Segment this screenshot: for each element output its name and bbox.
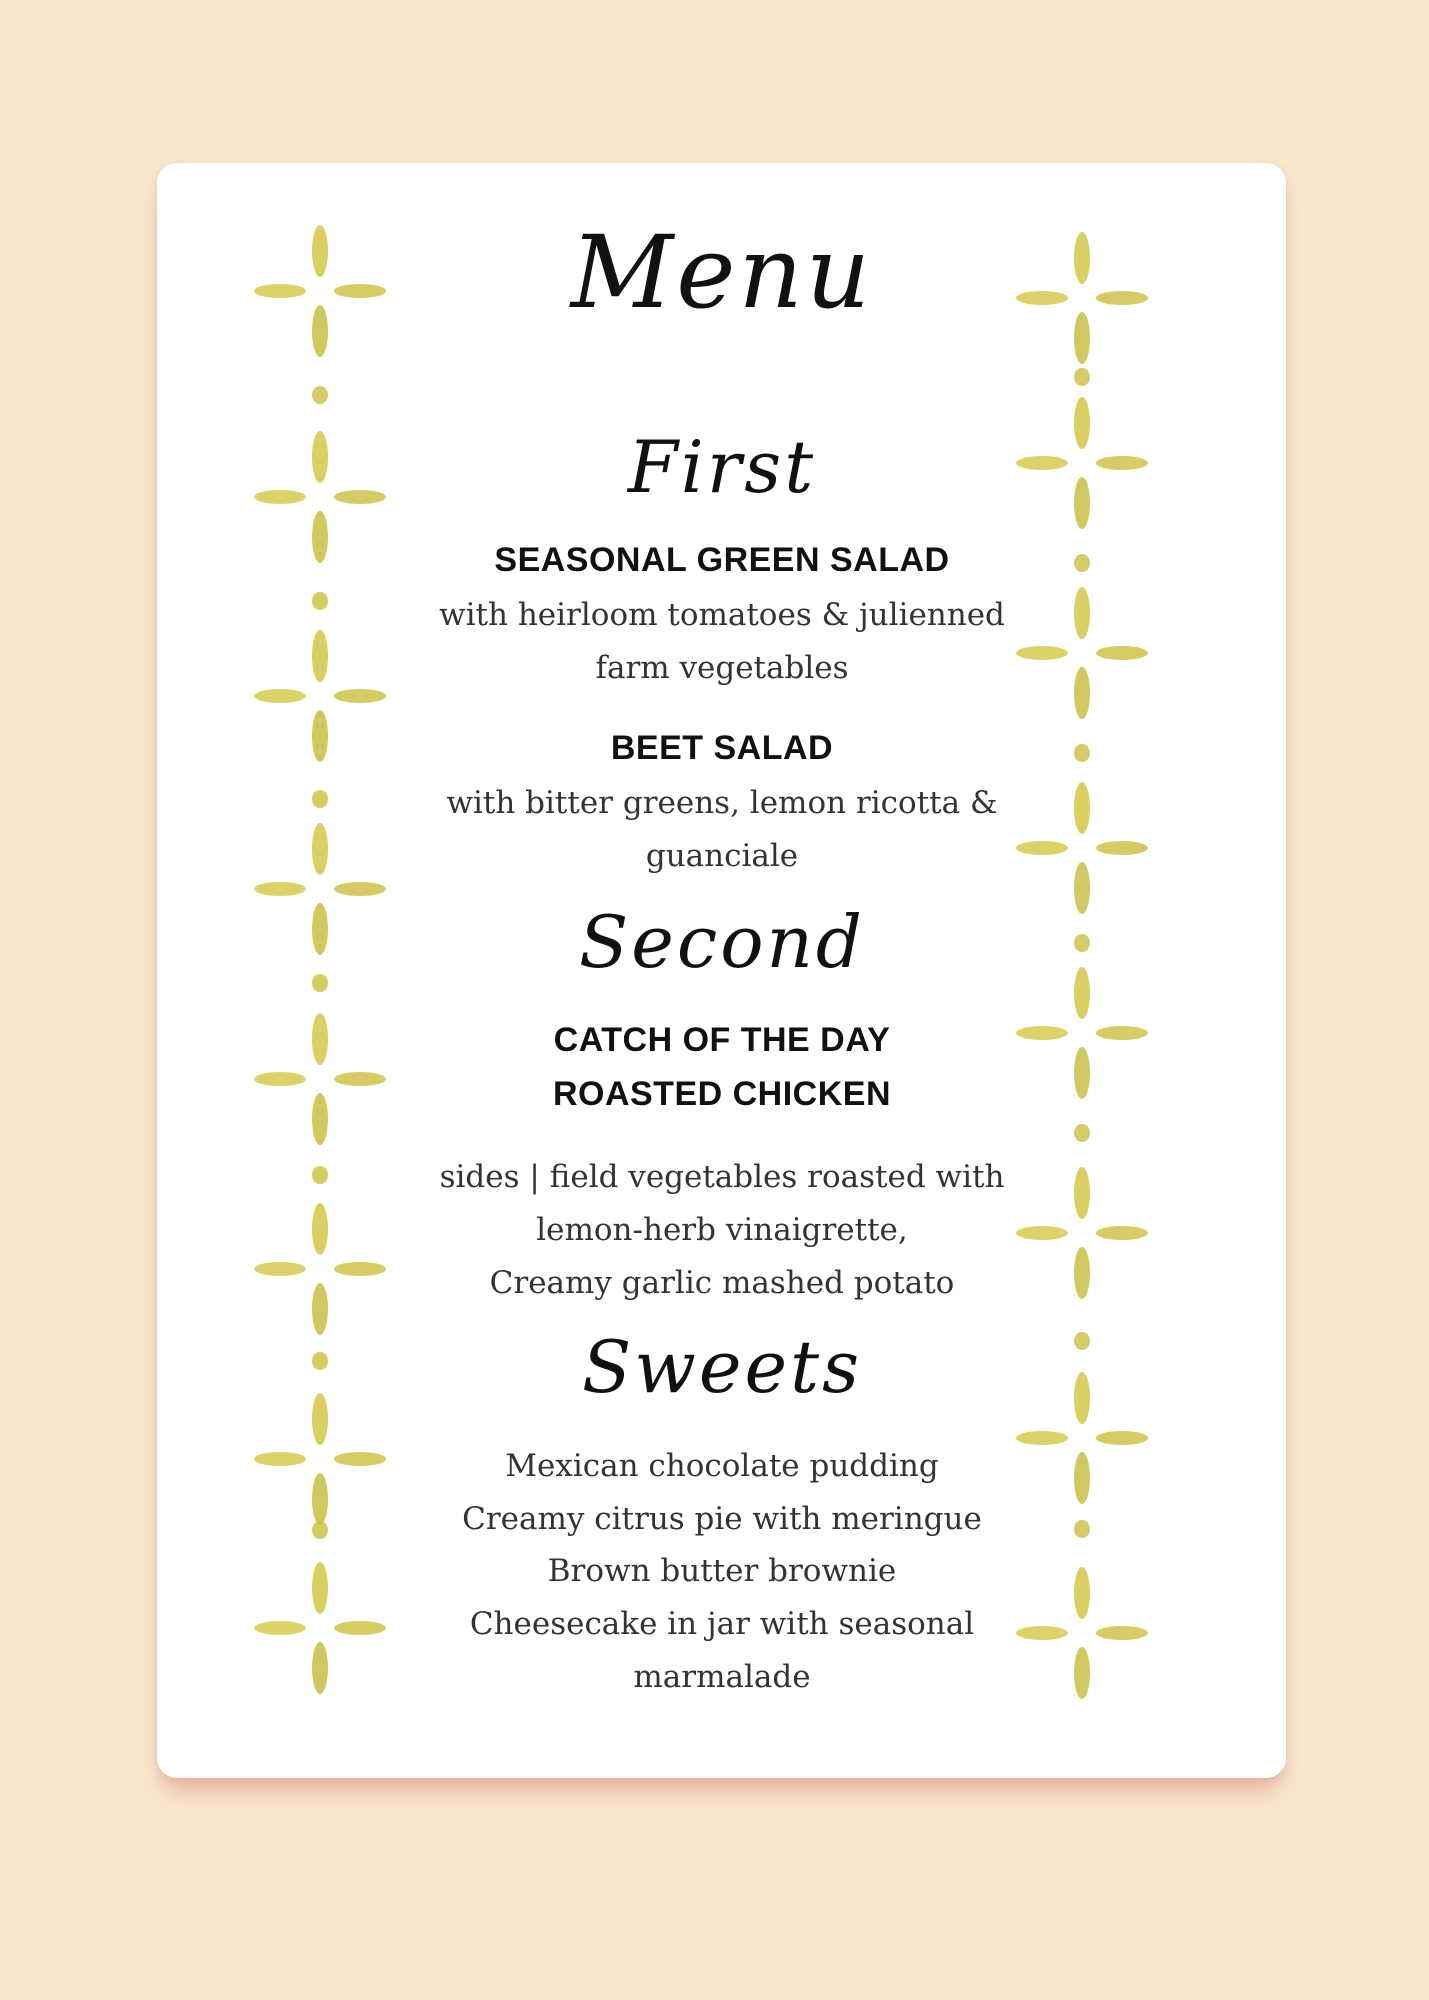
dish-desc-line: farm vegetables [595,650,849,686]
menu-content [387,163,1057,1778]
dish-name-roasted-chicken: ROASTED CHICKEN [552,1075,892,1113]
dish-name-beet-salad: BEET SALAD [610,729,834,767]
sweets-item: Brown butter brownie [547,1553,897,1589]
left-flower-border [250,163,410,1778]
sides-line: lemon-herb vinaigrette, [536,1212,908,1248]
dish-desc-line: with heirloom tomatoes & julienned [439,597,1005,633]
section-heading-first: First [627,425,817,509]
dish-desc-line: with bitter greens, lemon ricotta & [446,785,998,821]
sweets-item: Mexican chocolate pudding [505,1448,939,1484]
sweets-item: Creamy citrus pie with meringue [462,1501,982,1537]
dish-name-catch-of-the-day: CATCH OF THE DAY [553,1021,891,1059]
dish-desc-line: guanciale [645,838,799,874]
sides-line: sides | field vegetables roasted with [439,1159,1005,1195]
section-heading-second: Second [578,900,866,984]
menu-title: Menu [570,214,874,331]
sweets-item: marmalade [633,1659,811,1695]
sweets-item: Cheesecake in jar with seasonal [469,1606,975,1642]
sides-line: Creamy garlic mashed potato [489,1265,955,1301]
menu-card [157,163,1286,1778]
dish-name-seasonal-green-salad: SEASONAL GREEN SALAD [494,541,950,579]
section-heading-sweets: Sweets [581,1325,863,1409]
